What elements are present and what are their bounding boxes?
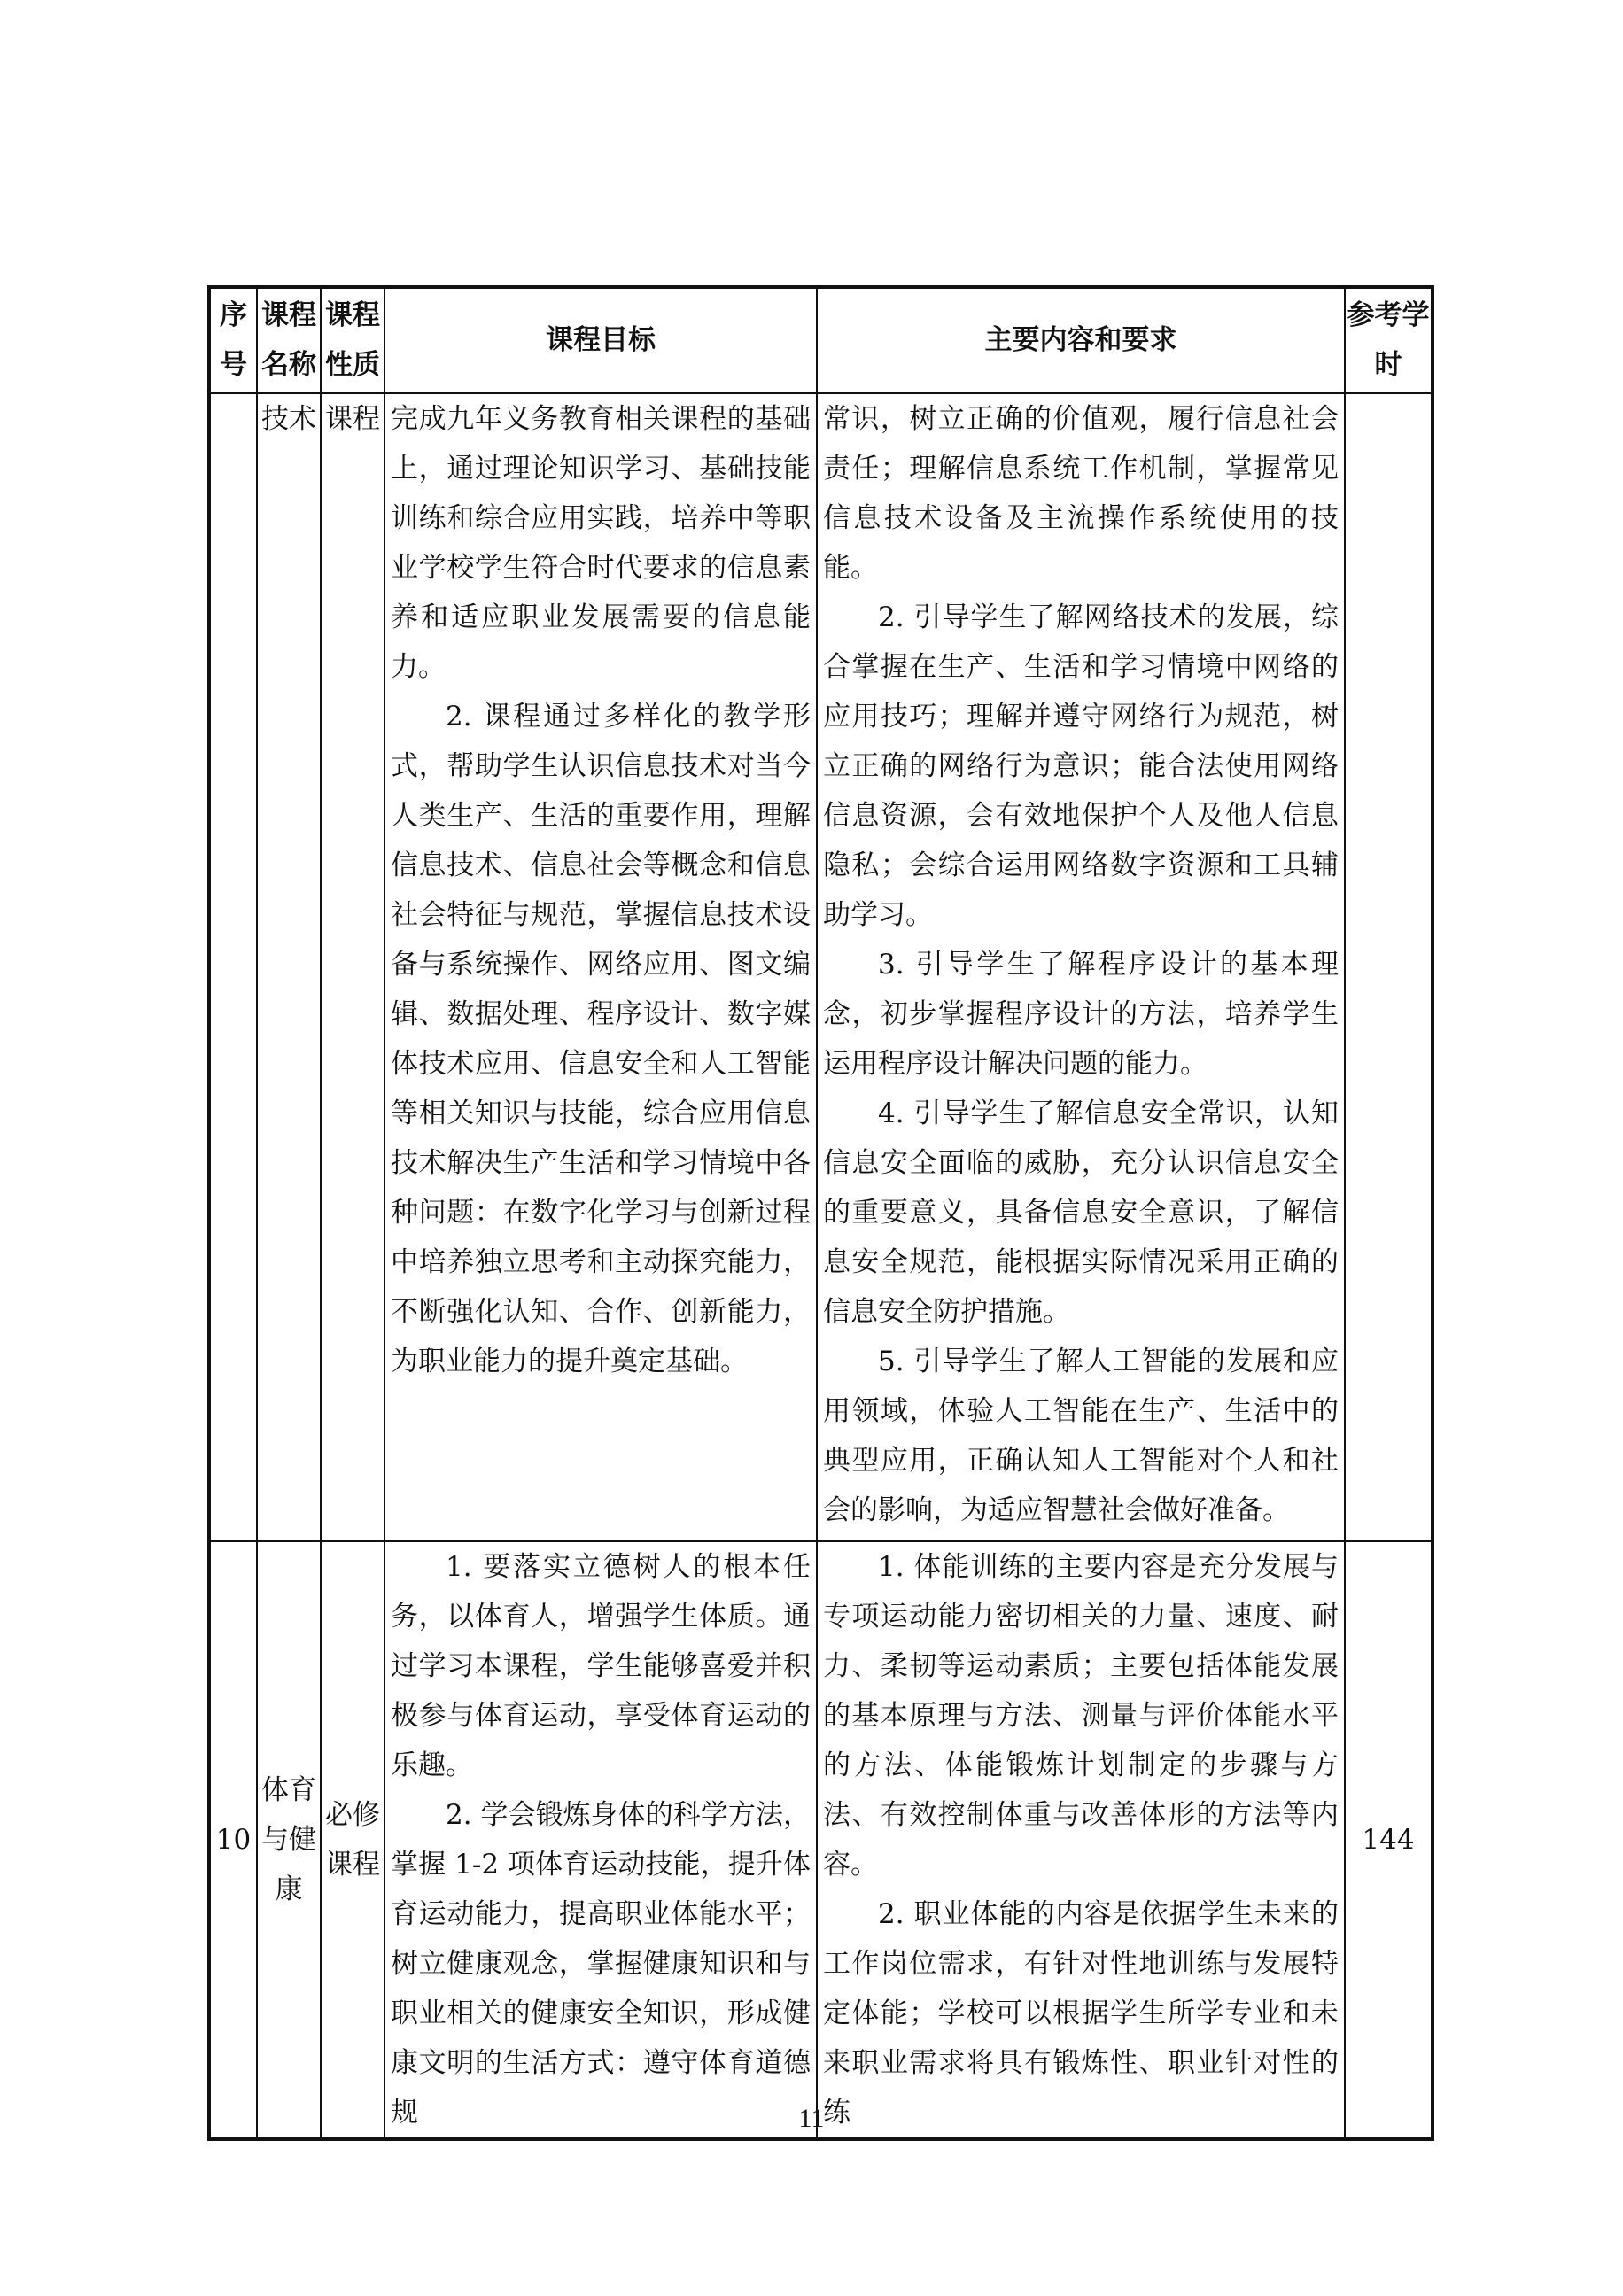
- cell-reference-hours: [1345, 393, 1433, 1541]
- goal-paragraph: 2. 课程通过多样化的教学形式，帮助学生认识信息技术对当今人类生产、生活的重要作用，理解信息技术、信息社会等概念和信息社会特征与规范，掌握信息技术设备与系统操作、网络应用、图文编辑、数据处理、程序设计、数字媒体技术应用、信息安全和人工智能等相关知识与技能，综合应用信息技术解决生产生活和学习情境中各种问题：在数字化学习与创新过程中培养独立思考和主动探究能力，不断强化认知、合作、创新能力，为职业能力的提升奠定基础。: [391, 701, 811, 1377]
- content-paragraph: 5. 引导学生了解人工智能的发展和应用领域，体验人工智能在生产、生活中的典型应用，正确认知人工智能对个人和社会的影响，为适应智慧社会做好准备。: [823, 1346, 1339, 1526]
- cell-course-goal: [384, 393, 817, 1541]
- cell-course-name: 技术: [257, 393, 321, 1541]
- cell-index: [209, 393, 257, 1541]
- goal-paragraph: 1. 要落实立德树人的根本任务，以体育人，增强学生体质。通过学习本课程，学生能够喜爱并积极参与体育运动，享受体育运动的乐趣。: [391, 1550, 811, 1781]
- content-paragraph: 3. 引导学生了解程序设计的基本理念，初步掌握程序设计的方法，培养学生运用程序设计解决问题的能力。: [823, 949, 1339, 1080]
- goal-paragraph: 2. 学会锻炼身体的科学方法，掌握 1-2 项体育运动技能，提升体育运动能力，提高职业体能水平；树立健康观念，掌握健康知识和与职业相关的健康安全知识，形成健康文明的生活方式：遵守体育道德规: [391, 1798, 811, 2129]
- header-course-type: 课程性质: [321, 287, 384, 393]
- table-row: [209, 1541, 1433, 2139]
- table-row: [209, 393, 1433, 1541]
- content-paragraph: 1. 体能训练的主要内容是充分发展与专项运动能力密切相关的力量、速度、耐力、柔韧等运动素质；主要包括体能发展的基本原理与方法、测量与评价体能水平的方法、体能锻炼计划制定的步骤与方法、有效控制体重与改善体形的方法等内容。: [823, 1550, 1339, 1881]
- header-index: 序号: [209, 287, 257, 393]
- cell-course-type: 必修课程: [321, 1541, 384, 2139]
- header-reference-hours: 参考学时: [1345, 287, 1433, 393]
- cell-reference-hours: 144: [1345, 1541, 1433, 2139]
- content-paragraph: 2. 引导学生了解网络技术的发展，综合掌握在生产、生活和学习情境中网络的应用技巧；理解并遵守网络行为规范，树立正确的网络行为意识；能合法使用网络信息资源，会有效地保护个人及他人信息隐私；会综合运用网络数字资源和工具辅助学习。: [823, 601, 1339, 931]
- header-course-name: 课程名称: [257, 287, 321, 393]
- cell-course-name: 体育与健康: [257, 1541, 321, 2139]
- page-number: 11: [798, 2104, 825, 2133]
- header-course-goal: 课程目标: [384, 287, 817, 393]
- cell-course-content: [817, 393, 1345, 1541]
- cell-course-goal: [384, 1541, 817, 2139]
- goal-paragraph: 完成九年义务教育相关课程的基础上，通过理论知识学习、基础技能训练和综合应用实践，培养中等职业学校学生符合时代要求的信息素养和适应职业发展需要的信息能力。: [391, 403, 811, 683]
- header-course-content: 主要内容和要求: [817, 287, 1345, 393]
- content-paragraph: 2. 职业体能的内容是依据学生未来的工作岗位需求，有针对性地训练与发展特定体能；学校可以根据学生所学专业和未来职业需求将具有锻炼性、职业针对性的练: [823, 1897, 1339, 2129]
- cell-course-type: 课程: [321, 393, 384, 1541]
- content-paragraph: 4. 引导学生了解信息安全常识，认知信息安全面临的威胁，充分认识信息安全的重要意义，具备信息安全意识，了解信息安全规范，能根据实际情况采用正确的信息安全防护措施。: [823, 1098, 1339, 1328]
- table-header-row: [209, 287, 1433, 393]
- cell-course-content: [817, 1541, 1345, 2139]
- course-table: [207, 285, 1434, 2141]
- cell-index: 10: [209, 1541, 257, 2139]
- content-paragraph: 常识，树立正确的价值观，履行信息社会责任；理解信息系统工作机制，掌握常见信息技术设备及主流操作系统使用的技能。: [823, 403, 1339, 584]
